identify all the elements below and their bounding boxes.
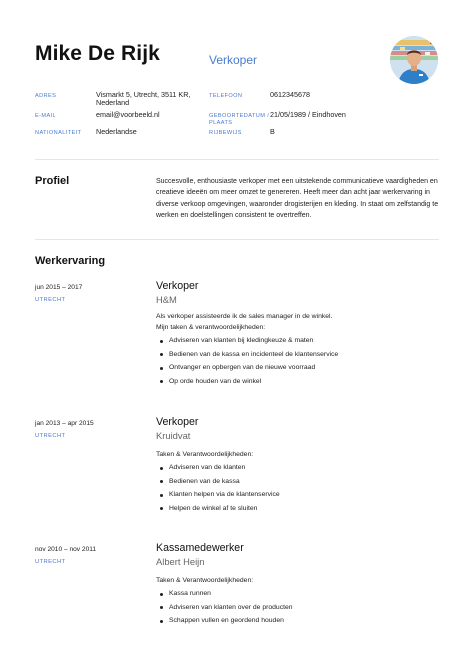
profile-section-title: Profiel [35,175,70,187]
list-item: Op orde houden van de winkel [160,377,338,391]
license-label: RIJBEWIJS [209,130,242,136]
nationality-value: Nederlandse [96,127,137,136]
divider-top [35,159,439,160]
list-item: Bedienen van de kassa [160,477,280,491]
birth-label-line2: PLAATS [209,120,233,126]
job-1-duties-label: Mijn taken & verantwoordelijkheden: [156,324,266,331]
job-3-bullet-list [160,589,293,630]
email-value: email@voorbeeld.nl [96,110,160,119]
job-1-date: jun 2015 – 2017 [35,284,83,291]
profile-photo [390,36,438,84]
list-item: Adviseren van klanten over de producten [160,603,293,617]
list-item: Adviseren van klanten bij kledingkeuze & maten [160,336,338,350]
birth-value: 21/05/1989 / Eindhoven [270,110,346,119]
job-3-date: nov 2010 – nov 2011 [35,546,97,553]
job-1-title: Verkoper [156,280,199,292]
experience-section-title: Werkervaring [35,255,106,267]
job-2-duties-label: Taken & Verantwoordelijkheden: [156,451,254,458]
job-3-company: Albert Heijn [156,556,205,567]
job-3-title: Kassamedewerker [156,542,244,554]
address-line1: Vismarkt 5, Utrecht, 3511 KR, [96,90,191,99]
divider-profile [35,239,439,240]
phone-label: TELEFOON [209,93,243,99]
job-2-bullet-list [160,463,280,517]
job-2-city: UTRECHT [35,433,66,439]
candidate-role: Verkoper [209,53,258,67]
job-1-city: UTRECHT [35,297,66,303]
list-item: Kassa runnen [160,589,293,603]
email-label: E-MAIL [35,113,57,119]
list-item: Adviseren van de klanten [160,463,280,477]
candidate-name: Mike De Rijk [35,42,160,65]
profile-photo-image [390,36,438,84]
list-item: Klanten helpen via de klantenservice [160,490,280,504]
list-item: Schappen vullen en geordend houden [160,616,293,630]
nationality-label: NATIONALITEIT [35,130,82,136]
job-1-bullet-list [160,336,338,390]
profile-summary: Succesvolle, enthousiaste verkoper met een uitstekende communicatieve vaardigheden en creatieve ideeën om meer omzet te genereren. Heeft meer dan acht jaar werkervaring in diverse verkoop omgevingen, waaronder drogisterijen en kleding. In staat om zelfstandig te werken en doelstellingen consistent te overtreffen. [156,178,439,220]
job-2-company: Kruidvat [156,430,191,441]
list-item: Ontvanger en opbergen van de nieuwe voorraad [160,363,338,377]
job-3-duties-label: Taken & Verantwoordelijkheden: [156,577,254,584]
job-3-city: UTRECHT [35,559,66,565]
list-item: Bedienen van de kassa en incidenteel de klantenservice [160,350,338,364]
address-line2: Nederland [96,98,130,107]
job-2-date: jan 2013 – apr 2015 [35,420,94,427]
list-item: Helpen de winkel af te sluiten [160,504,280,518]
phone-value: 0612345678 [270,90,310,99]
birth-label-line1: GEBOORTEDATUM / [209,113,270,119]
job-1-company: H&M [156,294,177,305]
job-2-title: Verkoper [156,416,199,428]
address-label: ADRES [35,93,57,99]
job-1-intro: Als verkoper assisteerde ik de sales manager in de winkel. [156,313,333,320]
license-value: B [270,127,275,136]
